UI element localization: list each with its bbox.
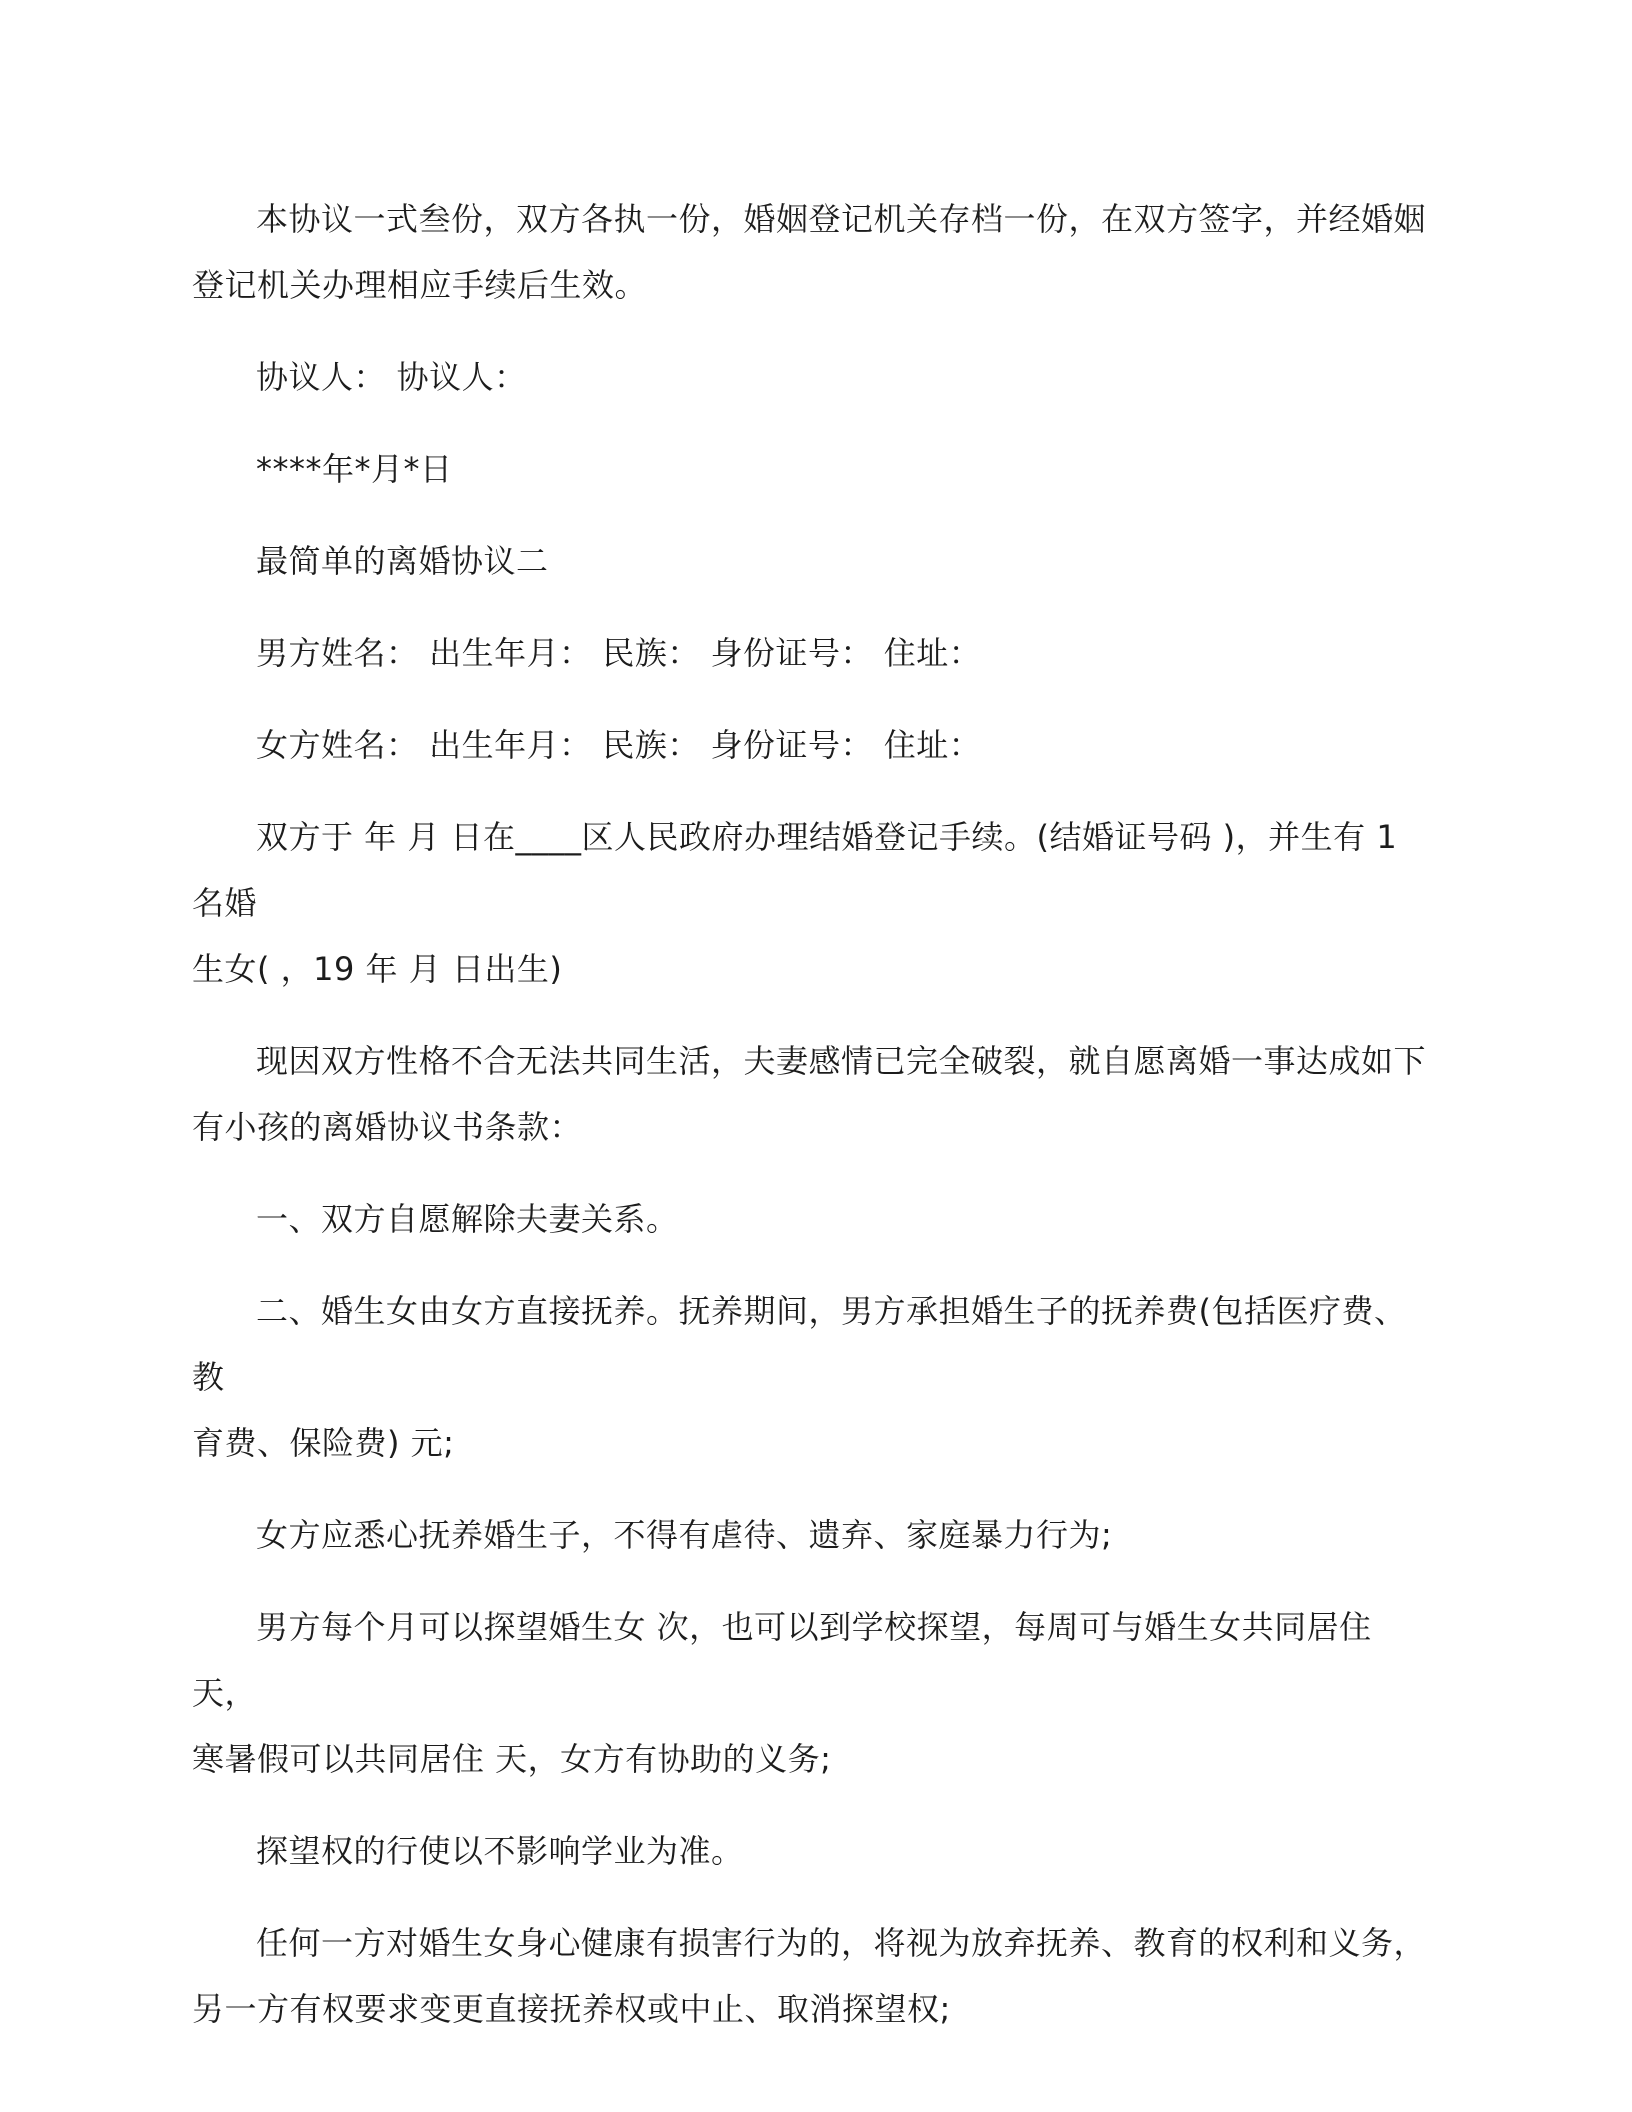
paragraph-date (192, 436, 1432, 502)
paragraph-line: 寒暑假可以共同居住 天，女方有协助的义务; (192, 1740, 832, 1778)
document-body (192, 186, 1432, 2068)
paragraph-male-info (192, 620, 1432, 686)
paragraph-signatories (192, 344, 1432, 410)
paragraph-care-duty (192, 1502, 1432, 1568)
paragraph-line: 本协议一式叁份，双方各执一份，婚姻登记机关存档一份，在双方签字，并经婚姻 (256, 200, 1427, 238)
paragraph-line: 协议人： 协议人： (256, 358, 527, 396)
paragraph-visitation-rule (192, 1818, 1432, 1884)
paragraph-line: 登记机关办理相应手续后生效。 (192, 266, 648, 304)
paragraph-line: 女方应悉心抚养婚生子，不得有虐待、遗弃、家庭暴力行为; (256, 1516, 1113, 1554)
section-heading (192, 528, 1432, 594)
paragraph-line: 育费、保险费) 元; (192, 1424, 455, 1462)
paragraph-line: 生女( ，19 年 月 日出生) (192, 950, 563, 988)
paragraph-line: 现因双方性格不合无法共同生活，夫妻感情已完全破裂，就自愿离婚一事达成如下 (256, 1042, 1427, 1080)
paragraph-marriage-registration (192, 804, 1432, 1002)
paragraph-line: 男方姓名： 出生年月： 民族： 身份证号： 住址： (256, 634, 982, 672)
paragraph-line: 任何一方对婚生女身心健康有损害行为的，将视为放弃抚养、教育的权利和义务， (256, 1924, 1427, 1962)
paragraph-line: 最简单的离婚协议二 (256, 542, 549, 580)
paragraph-line: 探望权的行使以不影响学业为准。 (256, 1832, 744, 1870)
paragraph-line: 有小孩的离婚协议书条款： (192, 1108, 583, 1146)
paragraph-line: 一、双方自愿解除夫妻关系。 (256, 1200, 679, 1238)
paragraph-effectiveness (192, 186, 1432, 318)
paragraph-line: 二、婚生女由女方直接抚养。抚养期间，男方承担婚生子的抚养费(包括医疗费、教 (192, 1292, 1407, 1396)
paragraph-female-info (192, 712, 1432, 778)
paragraph-visitation (192, 1594, 1432, 1792)
paragraph-reason (192, 1028, 1432, 1160)
paragraph-line: 双方于 年 月 日在____区人民政府办理结婚登记手续。(结婚证号码 )，并生有 1 名婚 (192, 818, 1398, 922)
clause-2 (192, 1278, 1432, 1476)
paragraph-harm-clause (192, 1910, 1432, 2042)
paragraph-line: 女方姓名： 出生年月： 民族： 身份证号： 住址： (256, 726, 982, 764)
paragraph-line: 另一方有权要求变更直接抚养权或中止、取消探望权; (192, 1990, 951, 2028)
paragraph-line: 男方每个月可以探望婚生女 次，也可以到学校探望，每周可与婚生女共同居住 天， (192, 1608, 1372, 1712)
paragraph-line: ****年*月*日 (256, 450, 453, 488)
clause-1 (192, 1186, 1432, 1252)
